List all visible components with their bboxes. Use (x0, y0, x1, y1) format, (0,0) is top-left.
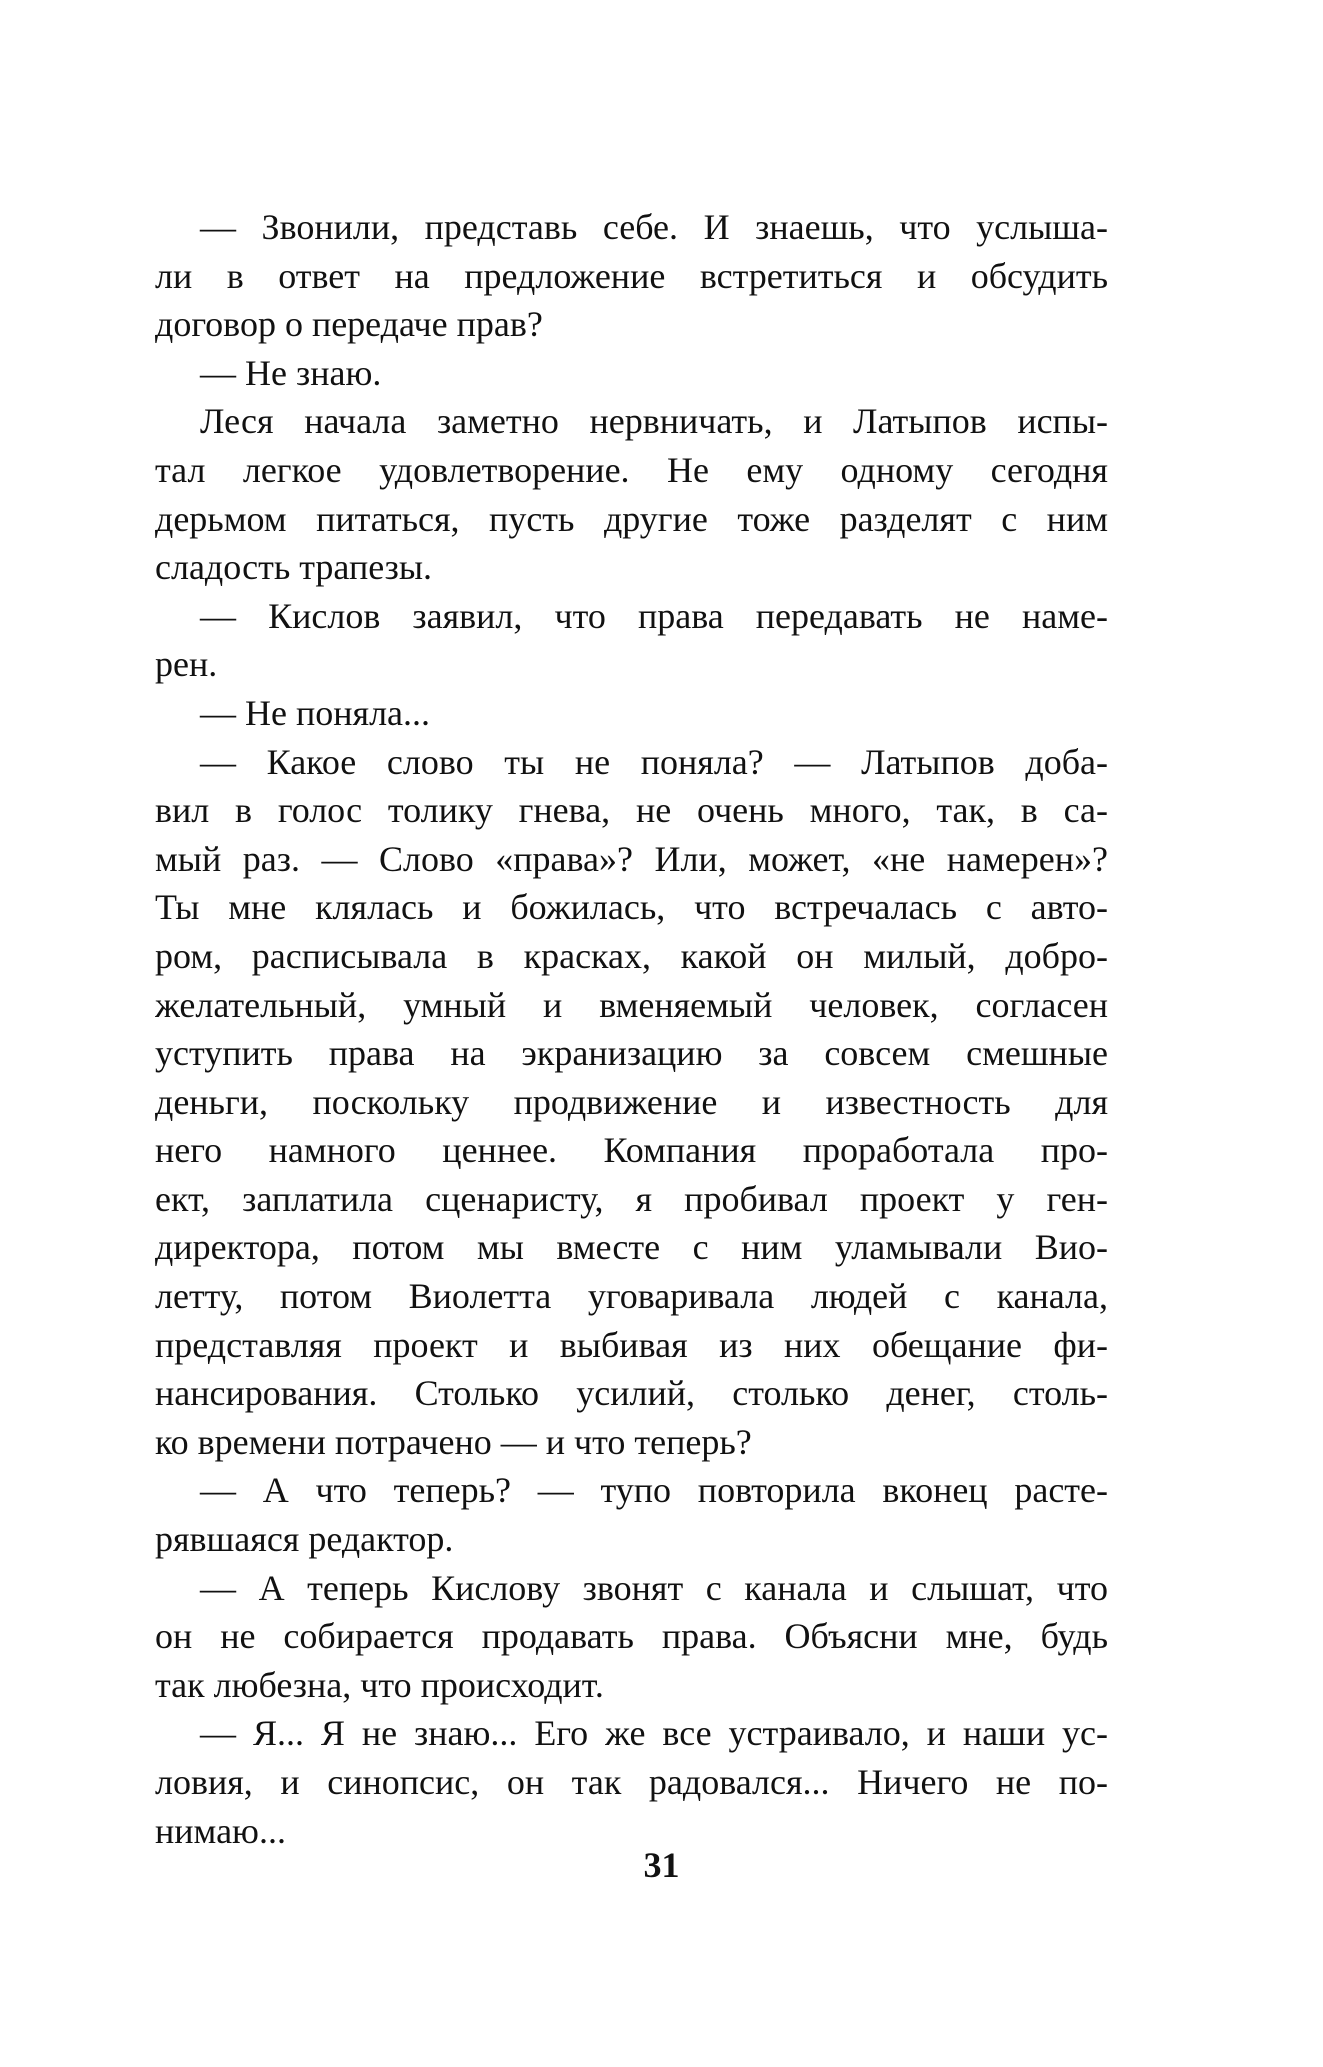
text-line: ром, расписывала в красках, какой он милый, добро- (155, 935, 1108, 976)
text-line: ект, заплатила сценаристу, я пробивал проект у ген- (155, 1178, 1108, 1219)
text-line: ко времени потрачено — и что теперь? (155, 1421, 752, 1462)
text-line: — А теперь Кислову звонят с канала и слышат, что (200, 1567, 1108, 1608)
text-line: нансирования. Столько усилий, столько денег, столь- (155, 1373, 1108, 1414)
text-line: него намного ценнее. Компания проработала про- (155, 1130, 1108, 1171)
text-line: — Звонили, представь себе. И знаешь, что услыша- (200, 207, 1108, 247)
text-line: — Я... Я не знаю... Его же все устраивало, и наши ус- (200, 1713, 1108, 1754)
body-text (155, 203, 1108, 1855)
text-line: представляя проект и выбивая из них обещание фи- (155, 1324, 1108, 1365)
text-line: — Не знаю. (200, 352, 382, 393)
text-line: директора, потом мы вместе с ним уламывали Вио- (155, 1227, 1108, 1268)
text-line: рявшаяся редактор. (155, 1519, 454, 1560)
text-line: он не собирается продавать права. Объясни мне, будь (155, 1616, 1108, 1657)
text-line: — Какое слово ты не поняла? — Латыпов доба- (200, 741, 1108, 782)
text-line: уступить права на экранизацию за совсем смешные (155, 1033, 1108, 1074)
text-line: ли в ответ на предложение встретиться и обсудить (155, 255, 1108, 296)
page-number: 31 (643, 1845, 680, 1885)
text-line: Леся начала заметно нервничать, и Латыпов испы- (200, 401, 1108, 442)
text-line: сладость трапезы. (155, 547, 433, 588)
text-line: договор о передаче прав? (155, 304, 543, 345)
text-line: рен. (155, 644, 218, 685)
text-line: тал легкое удовлетворение. Не ему одному сегодня (155, 449, 1108, 490)
text-line: — А что теперь? — тупо повторила вконец расте- (200, 1470, 1108, 1511)
text-line: нимаю... (155, 1810, 286, 1851)
text-line: мый раз. — Слово «права»? Или, может, «не намерен»? (155, 838, 1108, 879)
text-line: — Не поняла... (200, 692, 431, 733)
text-line: ловия, и синопсис, он так радовался... Ничего не по- (155, 1762, 1108, 1802)
text-line: дерьмом питаться, пусть другие тоже разделят с ним (155, 498, 1108, 539)
text-line: желательный, умный и вменяемый человек, согласен (155, 984, 1108, 1025)
text-line: Ты мне клялась и божилась, что встречалась с авто- (155, 887, 1108, 928)
text-line: летту, потом Виолетта уговаривала людей с канала, (155, 1276, 1108, 1317)
text-line: — Кислов заявил, что права передавать не наме- (200, 595, 1108, 636)
text-line: так любезна, что происходит. (155, 1664, 604, 1705)
text-line: вил в голос толику гнева, не очень много, так, в са- (155, 790, 1108, 831)
text-line: деньги, поскольку продвижение и известность для (155, 1081, 1108, 1122)
